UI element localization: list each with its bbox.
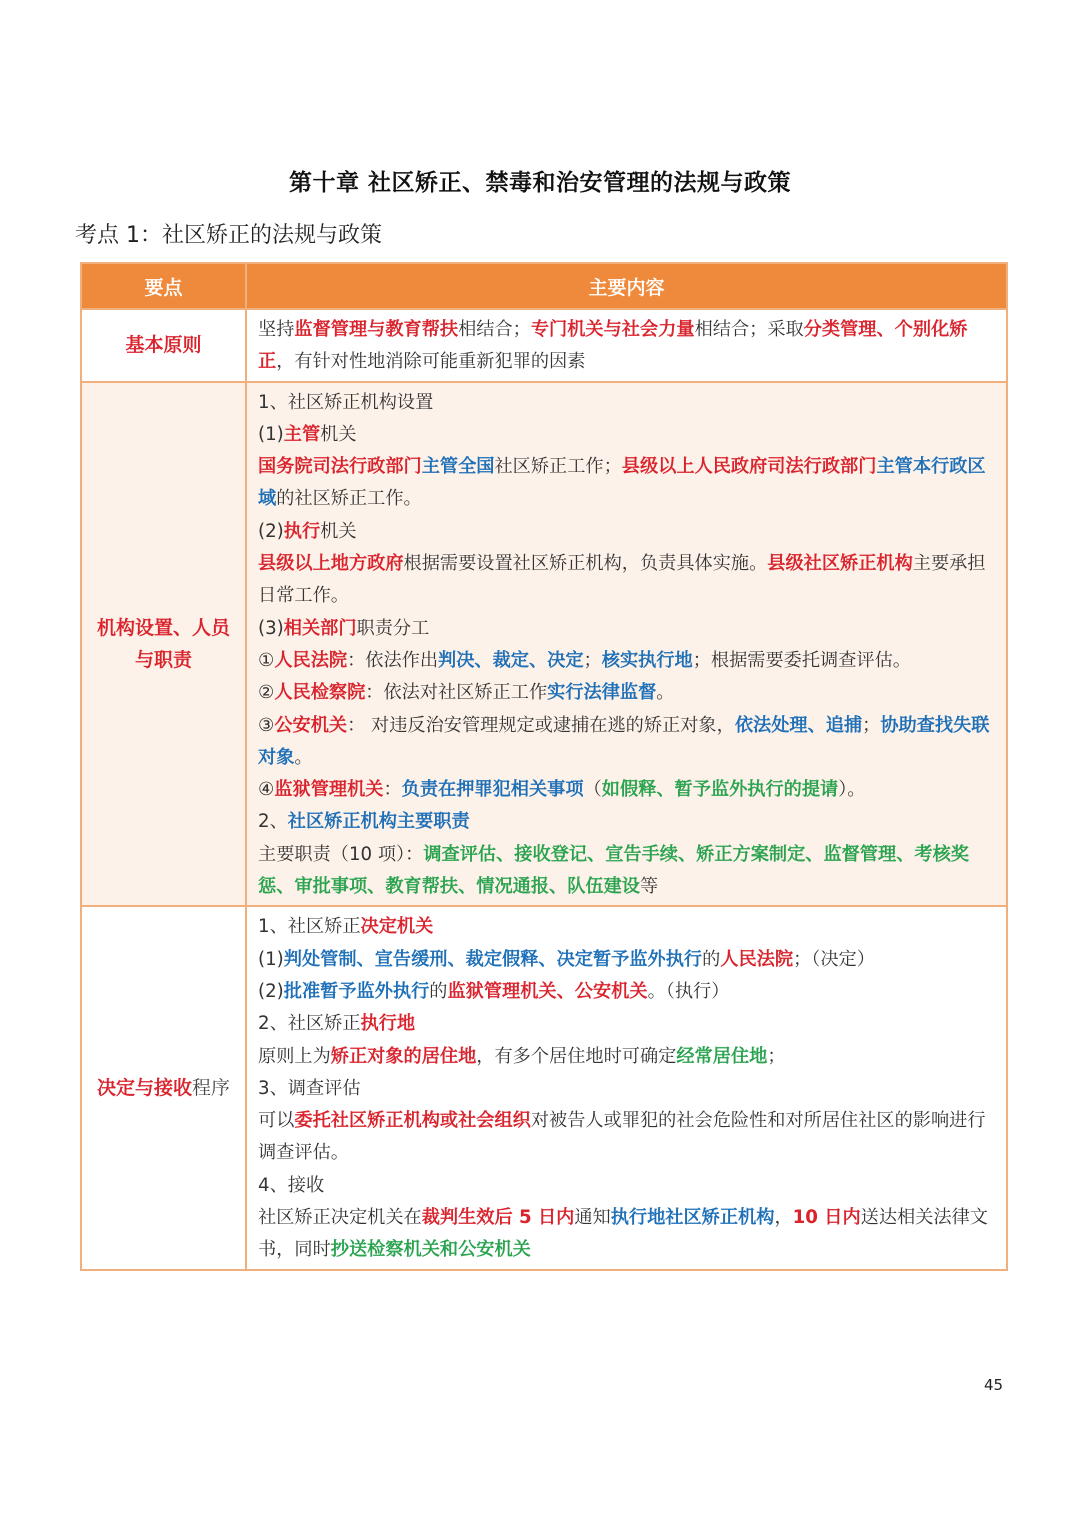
highlight-text: 10 日内: [792, 1207, 861, 1229]
text-segment: ：依法对社区矫正工作: [365, 682, 548, 704]
highlight-text: 主管: [283, 423, 321, 445]
text-segment: 4、接收: [258, 1174, 325, 1196]
text-segment: 坚持: [258, 319, 295, 340]
content-line: [258, 419, 996, 451]
text-segment: ：: [383, 779, 402, 801]
highlight-text: 依法处理、追捕: [734, 714, 863, 736]
row-content: [246, 382, 1007, 907]
text-segment: 社区矫正工作；: [494, 456, 622, 478]
highlight-text: 执行地社区矫正机构: [610, 1207, 775, 1229]
content-line: [258, 839, 996, 904]
text-segment: ；（决定）: [793, 948, 875, 970]
content-line: [258, 548, 996, 613]
text-segment: ；: [583, 649, 602, 671]
highlight-text: 判处管制、宣告缓刑、裁定假释、决定暂予监外执行: [283, 948, 703, 970]
highlight-text: 人民检察院: [274, 682, 366, 704]
chapter-title: 第十章 社区矫正、禁毒和治安管理的法规与政策: [288, 170, 791, 196]
content-line: [258, 1008, 996, 1040]
table-header-row: [81, 263, 1007, 309]
text-segment: ；根据需要委托调查评估。: [692, 649, 911, 671]
content-line: [258, 677, 996, 709]
text-segment: (2): [258, 980, 284, 1002]
content-line: [258, 774, 996, 806]
text-segment: 相结合；采取: [694, 319, 804, 340]
highlight-text: 国务院司法行政部门: [258, 456, 422, 478]
highlight-text: 监狱管理机关: [274, 779, 384, 801]
content-line: [258, 613, 996, 645]
text-segment: (2): [258, 520, 284, 542]
text-segment: 1、社区矫正: [258, 916, 361, 938]
table-row: [81, 382, 1007, 907]
text-segment: 原则上为: [258, 1045, 331, 1067]
highlight-text: 判决、裁定、决定: [438, 649, 584, 671]
highlight-text: 执行: [283, 520, 321, 542]
text-segment: 1、社区矫正机构设置: [258, 391, 434, 413]
text-segment: ：依法作出: [347, 649, 439, 671]
highlight-text: 人民法院: [274, 649, 348, 671]
text-segment: （: [583, 779, 602, 801]
row-key-basic-principles: 基本原则: [81, 309, 246, 382]
highlight-text: 决定机关: [360, 916, 434, 938]
highlight-text: 调查评估、接收登记、宣告手续、矫正方案制定、监督管理、考核奖惩、审批事项、教育帮扶、情况通报、队伍建设: [258, 843, 969, 898]
text-segment: ）。: [838, 779, 866, 801]
highlight-text: 公安机关: [274, 714, 348, 736]
content-table: [80, 262, 1008, 1271]
text-segment: ： 对违反治安管理规定或逮捕在逃的矫正对象，: [347, 714, 735, 736]
text-segment: ②: [258, 682, 275, 704]
text-segment: 2、: [258, 811, 288, 833]
content-line: [258, 516, 996, 548]
text-segment: 相结合；: [458, 319, 531, 340]
content-line: [258, 911, 996, 943]
highlight-text: 负责在押罪犯相关事项: [401, 779, 584, 801]
highlight-text: 抄送检察机关和公安机关: [330, 1239, 531, 1261]
content-line: [258, 976, 996, 1008]
text-segment: 3、调查评估: [258, 1077, 361, 1099]
text-segment: 社区矫正决定机关在: [258, 1207, 422, 1229]
table-row: [81, 309, 1007, 382]
text-segment: 通知: [574, 1207, 611, 1229]
content-line: [258, 645, 996, 677]
content-line: [258, 387, 996, 419]
text-segment: ①: [258, 649, 275, 671]
highlight-text: 监督管理与教育帮扶: [294, 319, 459, 340]
text-segment: 主要承担日常工作。: [258, 553, 986, 607]
text-segment: 的: [429, 980, 448, 1002]
highlight-text: 批准暂予监外执行: [283, 980, 430, 1002]
highlight-text: 专门机关与社会力量: [530, 319, 695, 340]
highlight-text: 执行地: [360, 1013, 416, 1035]
highlight-text: 如假释、暂予监外执行的提请: [601, 779, 839, 801]
text-segment: (1): [258, 423, 284, 445]
key-rest-text: 程序: [192, 1076, 231, 1099]
highlight-text: 主管本行政区域: [258, 456, 986, 510]
highlight-text: 县级社区矫正机构: [767, 553, 913, 575]
header-key-point: 要点: [81, 263, 246, 309]
highlight-text: 裁判生效后 5 日内: [421, 1207, 575, 1229]
highlight-text: 实行法律监督: [547, 682, 657, 704]
row-key-decision-procedure: [81, 906, 246, 1269]
content-line: [258, 806, 996, 838]
key-main-text: 决定与接收: [96, 1076, 192, 1099]
page-number: 45: [984, 1376, 1004, 1394]
content-line: [258, 1073, 996, 1105]
text-segment: 机关: [320, 520, 357, 542]
text-segment: 等: [639, 876, 659, 898]
text-segment: 主要职责（10 项）：: [258, 843, 424, 865]
text-segment: 对被告人或罪犯的社会危险性和对所居住社区的影响进行调查评估。: [258, 1110, 986, 1164]
text-segment: (1): [258, 948, 284, 970]
content-line: [258, 451, 996, 516]
highlight-text: 分类管理、个别化矫正: [258, 319, 968, 373]
text-segment: ，有多个居住地时可确定: [476, 1045, 677, 1067]
highlight-text: 监狱管理机关、公安机关: [447, 980, 648, 1002]
text-segment: 送达相关法律文书，同时: [258, 1207, 988, 1261]
text-segment: 的社区矫正工作。: [276, 488, 422, 510]
text-segment: ，: [774, 1207, 793, 1229]
row-key-institutions: 机构设置、人员与职责: [81, 382, 246, 907]
text-segment: ③: [258, 714, 275, 736]
header-main-content: 主要内容: [246, 263, 1007, 309]
content-line: [258, 1170, 996, 1202]
content-line: [258, 944, 996, 976]
highlight-text: 县级以上人民政府司法行政部门: [621, 456, 877, 478]
text-segment: ；: [767, 1045, 786, 1067]
content-line: [258, 1041, 996, 1073]
text-segment: 。（执行）: [647, 980, 730, 1002]
text-segment: ，有针对性地消除可能重新犯罪的因素: [276, 351, 586, 373]
text-segment: ；: [862, 714, 881, 736]
text-segment: 机关: [320, 423, 357, 445]
content-line: [258, 1105, 996, 1170]
highlight-text: 相关部门: [283, 617, 357, 639]
highlight-text: 矫正对象的居住地: [330, 1045, 477, 1067]
text-segment: 。: [294, 746, 313, 768]
point-title: 考点 1：社区矫正的法规与政策: [75, 223, 382, 248]
text-segment: 2、社区矫正: [258, 1013, 361, 1035]
highlight-text: 人民法院: [720, 948, 794, 970]
content-line: [258, 1202, 996, 1267]
row-content: [246, 906, 1007, 1269]
highlight-text: 社区矫正机构主要职责: [287, 811, 470, 833]
highlight-text: 委托社区矫正机构或社会组织: [294, 1110, 531, 1132]
highlight-text: 县级以上地方政府: [258, 553, 404, 575]
highlight-text: 核实执行地: [601, 649, 693, 671]
table-row: [81, 906, 1007, 1269]
content-line: [258, 710, 996, 775]
highlight-text: 主管全国: [421, 456, 495, 478]
text-segment: 可以: [258, 1110, 295, 1132]
text-segment: 职责分工: [356, 617, 430, 639]
text-segment: (3): [258, 617, 284, 639]
row-content: [246, 309, 1007, 382]
highlight-text: 经常居住地: [676, 1045, 768, 1067]
text-segment: 的: [702, 948, 721, 970]
text-segment: 。: [656, 682, 675, 704]
text-segment: 根据需要设置社区矫正机构，负责具体实施。: [403, 553, 768, 575]
content-line: [258, 314, 996, 379]
text-segment: ④: [258, 779, 275, 801]
highlight-text: 协助查找失联对象: [258, 714, 990, 768]
